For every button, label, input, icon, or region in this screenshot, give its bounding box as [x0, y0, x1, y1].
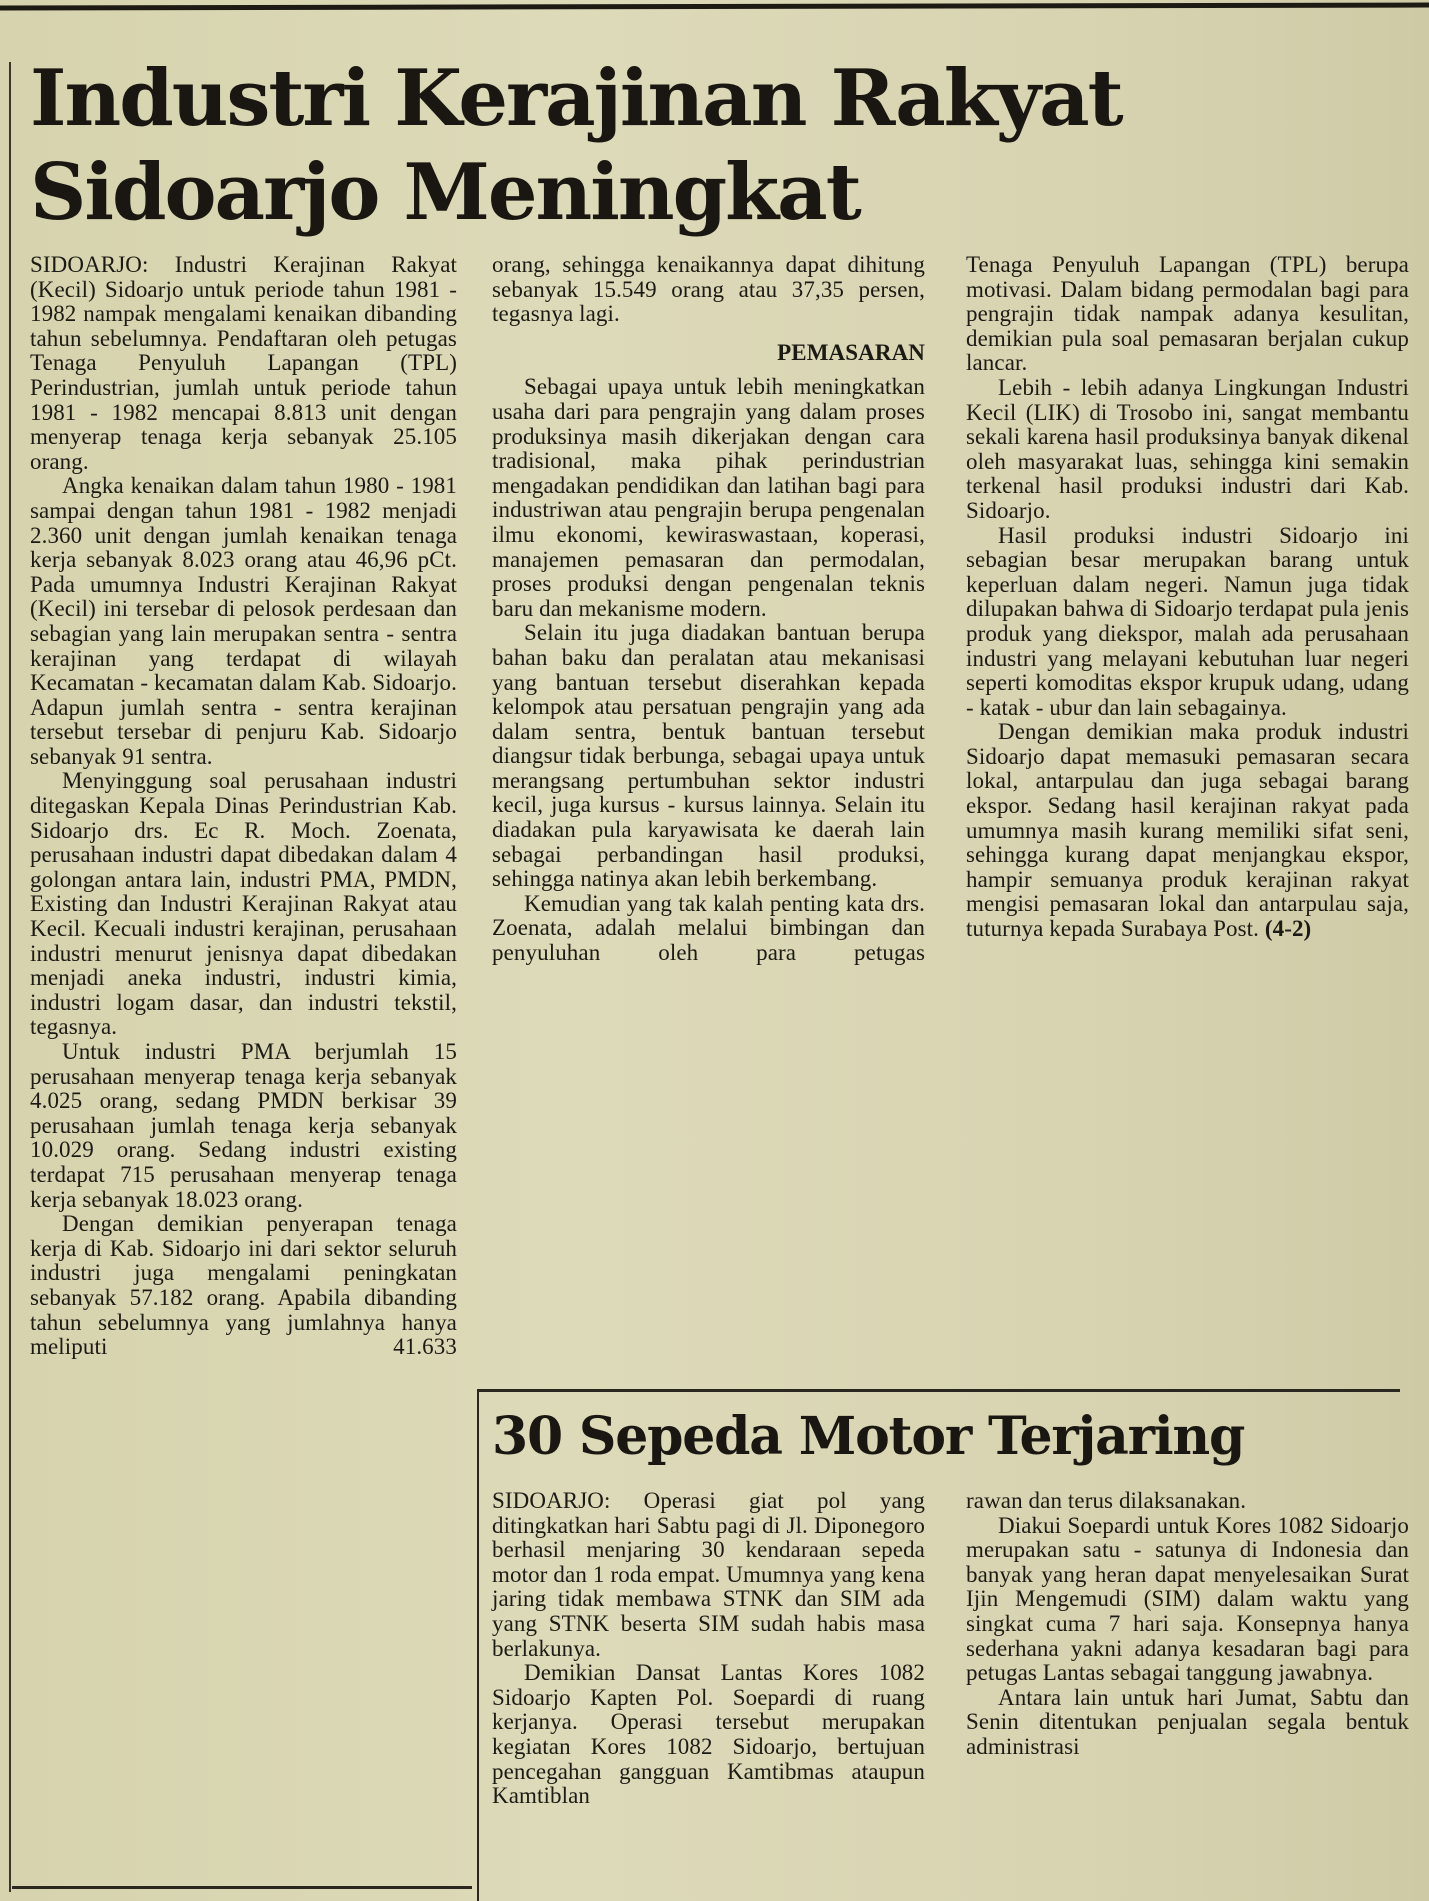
paragraph: SIDOARJO: Industri Kerajinan Rakyat (Kecil) Sidoarjo untuk periode tahun 1981 - 1982 nampak mengalami kenaikan dibanding tahun sebelumnya. Pendaftaran oleh petugas Tenaga Penyuluh Lapangan (TPL) Perindustrian, jumlah untuk periode tahun 1981 - 1982 mencapai 8.813 unit dengan menyerap tenaga kerja sebanyak 25.105 orang. — [30, 252, 457, 474]
top-page-rule — [0, 3, 1429, 11]
article-column-2 — [492, 253, 925, 966]
paragraph — [966, 720, 1409, 941]
article2-column-1 — [492, 1489, 925, 1809]
left-column-rule — [9, 62, 11, 1892]
headline-line-1: Industri Kerajinan Rakyat — [30, 53, 1122, 144]
paragraph: Lebih - lebih adanya Lingkungan Industri Kecil (LIK) di Trosobo ini, sangat membantu sekali karena hasil produksinya banyak dikenal oleh masyarakat luas, sehingga kini semakin terkenal hasil produksi industri dari Kab. Sidoarjo. — [966, 374, 1409, 523]
paragraph: rawan dan terus dilaksanakan. — [966, 1488, 1247, 1513]
paragraph: Kemudian yang tak kalah penting kata drs. Zoenata, adalah melalui bimbingan dan penyuluhan oleh para petugas — [492, 890, 925, 966]
paragraph: Antara lain untuk hari Jumat, Sabtu dan Senin ditentukan penjualan segala bentuk administrasi — [966, 1684, 1409, 1759]
paragraph: Dengan demikian penyerapan tenaga kerja di Kab. Sidoarjo ini dari sektor seluruh industri juga mengalami peningkatan sebanyak 57.182 orang. Apabila dibanding tahun sebelumnya yang jumlahnya hanya meliputi 41.633 — [30, 1211, 457, 1360]
article2-column-2 — [966, 1489, 1409, 1760]
article-column-3 — [966, 253, 1409, 942]
paragraph: Hasil produksi industri Sidoarjo ini sebagian besar merupakan barang untuk keperluan dalam negeri. Namun juga tidak dilupakan bahwa di Sidoarjo terdapat pula jenis produk yang diekspor, malah ada perusahaan industri yang melayani kebutuhan luar negeri seperti komoditas ekspor krupuk udang, udang - katak - ubur dan lain sebagainya. — [966, 522, 1409, 720]
byline-code: (4-2) — [1264, 916, 1312, 942]
paragraph: SIDOARJO: Operasi giat pol yang ditingkatkan hari Sabtu pagi di Jl. Diponegoro berhasil menjaring 30 kendaraan sepeda motor dan 1 roda empat. Umumnya yang kena jaring tidak membawa STNK dan SIM ada yang STNK beserta SIM sudah habis masa berlakunya. — [492, 1488, 925, 1661]
paragraph: Selain itu juga diadakan bantuan berupa bahan baku dan peralatan atau mekanisasi yang bantuan tersebut diserahkan kepada kelompok atau persatuan pengrajin yang ada dalam sentra, bentuk bantuan tersebut diangsur tidak berbunga, sebagai upaya untuk merangsang pertumbuhan sektor industri kecil, juga kursus - kursus lainnya. Selain itu diadakan pula karyawisata ke daerah lain sebagai perbandingan hasil produksi, sehingga natinya akan lebih berkembang. — [492, 620, 925, 892]
paragraph: Untuk industri PMA berjumlah 15 perusahaan menyerap tenaga kerja sebanyak 4.025 orang, sedang PMDN berkisar 39 perusahaan jumlah tenaga kerja sebanyak 10.029 orang. Sedang industri existing terdapat 715 perusahaan menyerap tenaga kerja sebanyak 18.023 orang. — [30, 1039, 457, 1212]
paragraph: Demikian Dansat Lantas Kores 1082 Sidoarjo Kapten Pol. Soepardi di ruang kerjanya. Operasi tersebut merupakan kegiatan Kores 1082 Sidoarjo, bertujuan pencegahan gangguan Kamtibmas ataupun Kamtiblan — [492, 1660, 925, 1809]
paragraph: Menyinggung soal perusahaan industri ditegaskan Kepala Dinas Perindustrian Kab. Sidoarjo drs. Ec R. Moch. Zoenata, perusahaan industri dapat dibedakan dalam 4 golongan antara lain, industri PMA, PMDN, Existing dan Industri Kerajinan Rakyat atau Kecil. Kecuali industri kerajinan, perusahaan industri menurut jenisnya dapat dibedakan menjadi aneka industri, industri kimia, industri logam dasar, dan industri tekstil, tegasnya. — [30, 768, 457, 1040]
paragraph: orang, sehingga kenaikannya dapat dihitung sebanyak 15.549 orang atau 37,35 persen, tegasnya lagi. — [492, 252, 925, 327]
paragraph-text: Dengan demikian maka produk industri Sidoarjo dapat memasuki pemasaran secara lokal, antarpulau dan juga sebagai barang ekspor. Sedang hasil kerajinan rakyat pada umumnya masih kurang memiliki sifat seni, sehingga kurang dapat menjangkau ekspor, hampir semuanya produk kerajinan rakyat mengisi pemasaran lokal dan antarpulau saja, tuturnya kepada Surabaya Post. — [966, 719, 1409, 942]
column-bottom-rule — [12, 1886, 472, 1889]
article2-left-rule — [477, 1389, 479, 1901]
headline-line-2: Sidoarjo Meningkat — [30, 147, 860, 238]
article2-headline: 30 Sepeda Motor Terjaring — [492, 1406, 1245, 1467]
paragraph: Tenaga Penyuluh Lapangan (TPL) berupa motivasi. Dalam bidang permodalan bagi para pengrajin tidak nampak adanya kesulitan, demikian pula soal pemasaran berjalan cukup lancar. — [966, 252, 1409, 376]
article2-top-rule — [478, 1389, 1400, 1392]
paragraph: Sebagai upaya untuk lebih meningkatkan usaha dari para pengrajin yang dalam proses produksinya masih dikerjakan dengan cara tradisional, maka pihak perindustrian mengadakan pendidikan dan latihan bagi para industriwan atau pengrajin berupa pengenalan ilmu ekonomi, kewiraswastaan, koperasi, manajemen pemasaran dan permodalan, proses produksi dengan pengenalan teknis baru dan mekanisme modern. — [492, 374, 925, 621]
article-column-1 — [30, 253, 457, 1360]
section-subheading: PEMASARAN — [777, 339, 925, 365]
paragraph: Angka kenaikan dalam tahun 1980 - 1981 sampai dengan tahun 1981 - 1982 menjadi 2.360 unit dengan jumlah kenaikan tenaga kerja sebanyak 8.023 orang atau 46,96 pCt. Pada umumnya Industri Kerajinan Rakyat (Kecil) ini tersebar di pelosok perdesaan dan sebagian yang lain merupakan sentra - sentra kerajinan yang terdapat di wilayah Kecamatan - kecamatan dalam Kab. Sidoarjo. Adapun jumlah sentra - sentra kerajinan tersebut tersebar di penjuru Kab. Sidoarjo sebanyak 91 sentra. — [30, 473, 457, 769]
article-headline — [30, 52, 1130, 240]
paragraph: Diakui Soepardi untuk Kores 1082 Sidoarjo merupakan satu - satunya di Indonesia dan banyak yang heran dapat menyelesaikan Surat Ijin Mengemudi (SIM) dalam waktu yang singkat cuma 7 hari saja. Konsepnya hanya sederhana yakni adanya kesadaran bagi para petugas Lantas sebagai tanggung jawabnya. — [966, 1512, 1409, 1686]
